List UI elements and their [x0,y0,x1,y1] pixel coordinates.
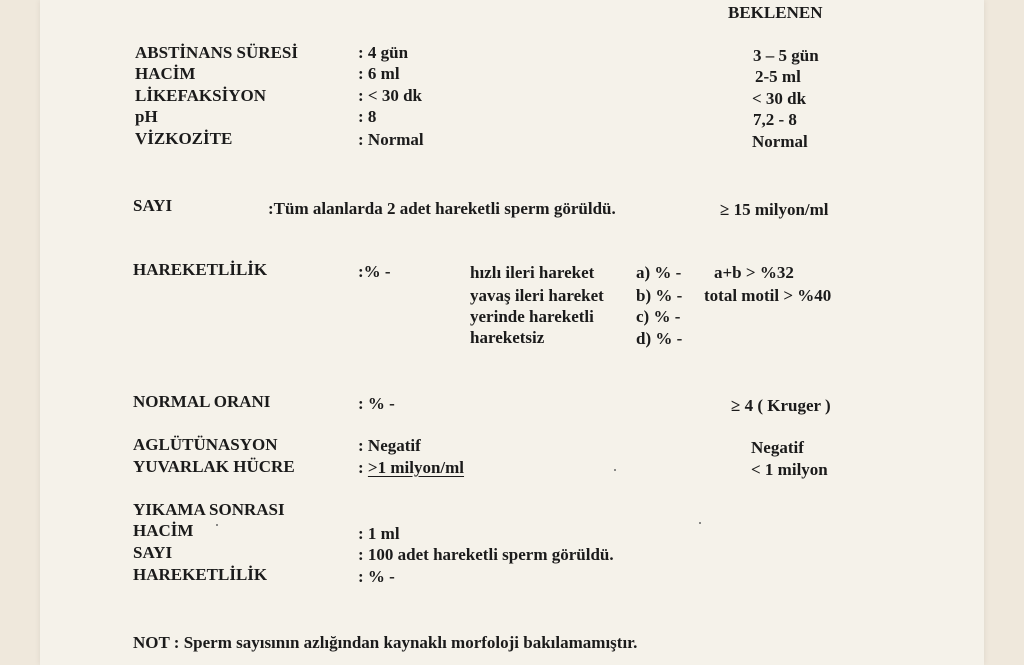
post-wash-label: SAYI [133,543,173,562]
motility-pct: d) % - [636,329,683,348]
param-value: : 8 [358,107,377,126]
param-label: VİZKOZİTE [135,129,233,148]
normal-ratio-value: : % - [358,394,395,413]
post-wash-label: HAREKETLİLİK [133,565,268,584]
param-expected: Normal [752,132,808,151]
normal-ratio-label: NORMAL ORANI [133,392,271,411]
param-value: : 4 gün [358,43,409,62]
param-expected: 7,2 - 8 [753,110,797,129]
post-wash-value: : % - [358,567,395,586]
agglutination-value: : Negatif [358,436,421,455]
post-wash-title: YIKAMA SONRASI [133,500,285,519]
motility-type: hızlı ileri hareket [470,263,595,282]
param-expected: 3 – 5 gün [753,46,819,65]
count-label: SAYI [133,196,173,215]
count-expected: ≥ 15 milyon/ml [720,200,829,219]
round-cell-expected: < 1 milyon [751,460,828,479]
param-expected: < 30 dk [752,89,807,108]
param-label: ABSTİNANS SÜRESİ [135,43,298,62]
scan-speck [614,469,616,471]
round-cell-value: : >1 milyon/ml [358,458,465,477]
motility-label: HAREKETLİLİK [133,260,268,279]
round-cell-value-underlined: >1 milyon/ml [367,458,465,477]
motility-pct: c) % - [636,307,681,326]
agglutination-expected: Negatif [751,438,804,457]
count-value: :Tüm alanlarda 2 adet hareketli sperm görüldü. [268,199,616,218]
param-value: : Normal [358,130,424,149]
motility-type: yerinde hareketli [470,307,594,326]
param-label: pH [135,107,158,126]
round-cell-label: YUVARLAK HÜCRE [133,457,295,476]
motility-expected: a+b > %32 [714,263,794,282]
agglutination-label: AGLÜTÜNASYON [133,435,278,454]
param-label: LİKEFAKSİYON [135,86,266,105]
param-label: HACİM [135,64,196,83]
motility-value: :% - [358,262,391,281]
post-wash-value: : 100 adet hareketli sperm görüldü. [358,545,614,564]
param-value: : < 30 dk [358,86,423,105]
motility-type: yavaş ileri hareket [470,286,604,305]
param-expected: 2-5 ml [755,67,801,86]
motility-pct: b) % - [636,286,683,305]
scan-speck [699,522,701,524]
normal-ratio-expected: ≥ 4 ( Kruger ) [731,396,831,415]
motility-expected: total motil > %40 [704,286,832,305]
param-value: : 6 ml [358,64,400,83]
expected-column-title: BEKLENEN [728,3,823,22]
report-note: NOT : Sperm sayısının azlığından kaynaklı morfoloji bakılamamıştır. [133,633,638,652]
post-wash-value: : 1 ml [358,524,400,543]
scan-speck [216,524,218,526]
post-wash-label: HACİM [133,521,194,540]
motility-type: hareketsiz [470,328,545,347]
motility-pct: a) % - [636,263,682,282]
